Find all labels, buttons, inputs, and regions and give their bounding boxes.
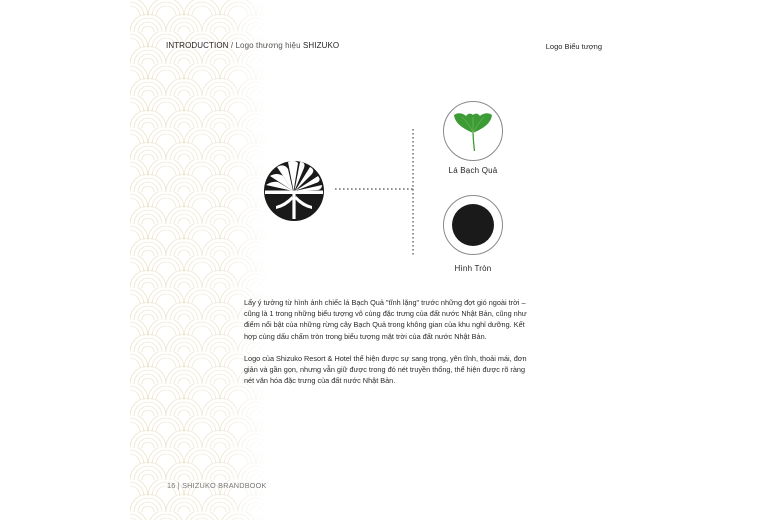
ginkgo-scale-pattern (130, 0, 270, 520)
leaf-caption: Lá Bạch Quả (448, 166, 498, 175)
page-title: Logo Biểu tượng (545, 42, 602, 51)
description-paragraph-1: Lấy ý tưởng từ hình ảnh chiếc lá Bạch Quả "tĩnh lặng" trước những đợt gió ngoài trời – cũng là 1 trong những biểu tượng vô cùng đặc trưng của đất nước Nhật Bản, cũng như điểm nổi bật của những rừng cây Bạch Quả trong không gian của khu nghỉ dưỡng. Kết hợp cùng dấu chấm tròn trong biểu tượng mặt trời của đất nước Nhật Bản. (244, 298, 527, 341)
brandbook-page (130, 0, 640, 520)
breadcrumb-brand: SHIZUKO (302, 41, 340, 50)
page-number: 16 (167, 481, 176, 490)
ginkgo-leaf-element (443, 101, 503, 161)
breadcrumb-section: INTRODUCTION (166, 41, 229, 50)
circle-element (443, 195, 503, 255)
ginkgo-leaf-icon (450, 107, 496, 155)
shizuko-logo-icon (262, 155, 326, 223)
circle-caption: Hình Tròn (454, 264, 492, 273)
description-paragraph-2: Logo của Shizuko Resort & Hotel thể hiện được sự sang trọng, yên tĩnh, thoải mái, đơn giản và gần gọn, nhưng vẫn giữ được trong đó nét truyền thống, thể hiện được rõ ràng nét văn hóa đặc trưng của đất nước Nhật Bản. (244, 353, 527, 386)
page-footer (167, 481, 267, 490)
breadcrumb-subtitle: Logo thương hiệu (235, 41, 301, 50)
logo-connector-lines (335, 127, 425, 257)
description (244, 297, 534, 397)
footer-separator: | (175, 481, 183, 490)
black-circle-icon (452, 204, 494, 246)
breadcrumb (166, 41, 339, 50)
breadcrumb-separator: / (228, 41, 236, 50)
book-title: SHIZUKO BRANDBOOK (182, 481, 267, 490)
